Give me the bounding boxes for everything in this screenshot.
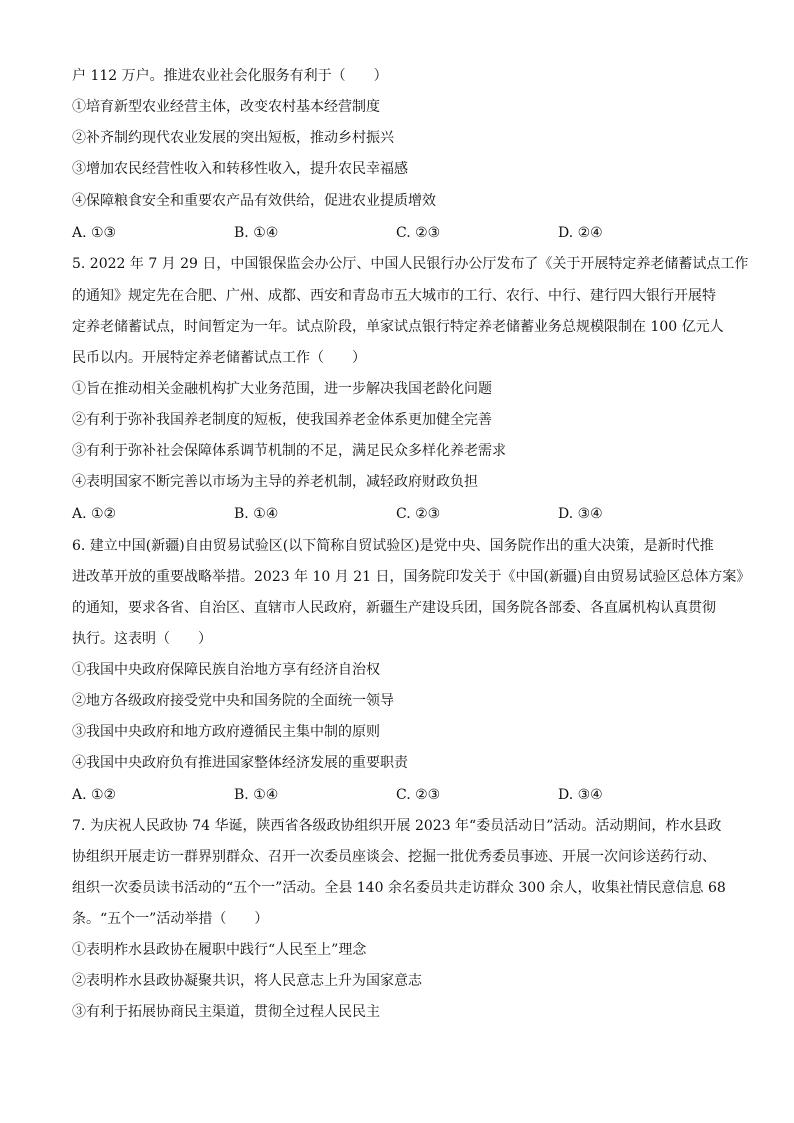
q6-item-4: ④我国中央政府负有推进国家整体经济发展的重要职责 [72,755,408,771]
q6-item-1: ①我国中央政府保障民族自治地方享有经济自治权 [72,662,380,678]
q5-stem-line: 5. 2022 年 7 月 29 日，中国银保监会办公厅、中国人民银行办公厅发布了《关于开展特定养老储蓄试点工作 [72,256,749,272]
q4-item-4: ④保障粮食安全和重要农产品有效供给，促进农业提质增效 [72,193,436,209]
q6-option-c: C. ②③ [396,787,441,803]
q5-option-c: C. ②③ [396,506,441,522]
q7-item-3: ③有利于拓展协商民主渠道，贯彻全过程人民民主 [72,1004,380,1020]
q6-stem-line: 进改革开放的重要战略举措。2023 年 10 月 21 日，国务院印发关于《中国(新疆)自由贸易试验区总体方案》 [72,569,751,585]
q5-item-4: ④表明国家不断完善以市场为主导的养老机制，减轻政府财政负担 [72,474,478,490]
q5-option-b: B. ①④ [234,506,279,522]
q4-option-a: A. ①③ [72,225,117,241]
q7-stem-line: 组织一次委员读书活动的“五个一”活动。全县 140 余名委员共走访群众 300 余人，收集社情民意信息 68 [72,880,726,896]
q6-option-b: B. ①④ [234,787,279,803]
q6-stem-line: 的通知，要求各省、自治区、直辖市人民政府，新疆生产建设兵团，国务院各部委、各直属机构认真贯彻 [72,600,716,616]
q7-stem-line: 7. 为庆祝人民政协 74 华诞，陕西省各级政协组织开展 2023 年“委员活动日”活动。活动期间，柞水县政 [72,818,722,834]
q6-item-2: ②地方各级政府接受党中央和国务院的全面统一领导 [72,693,394,709]
q6-option-a: A. ①② [72,787,117,803]
q6-stem-line: 执行。这表明（ ） [72,631,212,647]
q7-item-2: ②表明柞水县政协凝聚共识，将人民意志上升为国家意志 [72,973,422,989]
q4-item-2: ②补齐制约现代农业发展的突出短板，推动乡村振兴 [72,130,394,146]
q4-option-b: B. ①④ [234,225,279,241]
q4-item-1: ①培育新型农业经营主体，改变农村基本经营制度 [72,99,380,115]
q4-option-c: C. ②③ [396,225,441,241]
q7-item-1: ①表明柞水县政协在履职中践行“人民至上”理念 [72,942,367,958]
q5-stem-line: 的通知》规定先在合肥、广州、成都、西安和青岛市五大城市的工行、农行、中行、建行四大银行开展特 [72,288,716,304]
q5-option-a: A. ①② [72,506,117,522]
q5-stem-line: 定养老储蓄试点，时间暂定为一年。试点阶段，单家试点银行特定养老储蓄业务总规模限制在 100 亿元人 [72,319,724,335]
q7-stem-line: 协组织开展走访一群界别群众、召开一次委员座谈会、挖掘一批优秀委员事迹、开展一次问诊送药行动、 [72,849,716,865]
q6-option-d: D. ③④ [558,787,603,803]
q5-item-1: ①旨在推动相关金融机构扩大业务范围，进一步解决我国老龄化问题 [72,381,492,397]
q6-stem-line: 6. 建立中国(新疆)自由贸易试验区(以下简称自贸试验区)是党中央、国务院作出的重大决策，是新时代推 [72,538,714,554]
q4-stem-line: 户 112 万户。推进农业社会化服务有利于（ ） [72,68,388,84]
q5-item-2: ②有利于弥补我国养老制度的短板，使我国养老金体系更加健全完善 [72,412,492,428]
q4-item-3: ③增加农民经营性收入和转移性收入，提升农民幸福感 [72,161,408,177]
q4-option-d: D. ②④ [558,225,603,241]
q7-stem-line: 条。“五个一”活动举措（ ） [72,911,269,927]
q5-item-3: ③有利于弥补社会保障体系调节机制的不足，满足民众多样化养老需求 [72,443,506,459]
q6-item-3: ③我国中央政府和地方政府遵循民主集中制的原则 [72,724,380,740]
q5-stem-line: 民币以内。开展特定养老储蓄试点工作（ ） [72,350,366,366]
q5-option-d: D. ③④ [558,506,603,522]
